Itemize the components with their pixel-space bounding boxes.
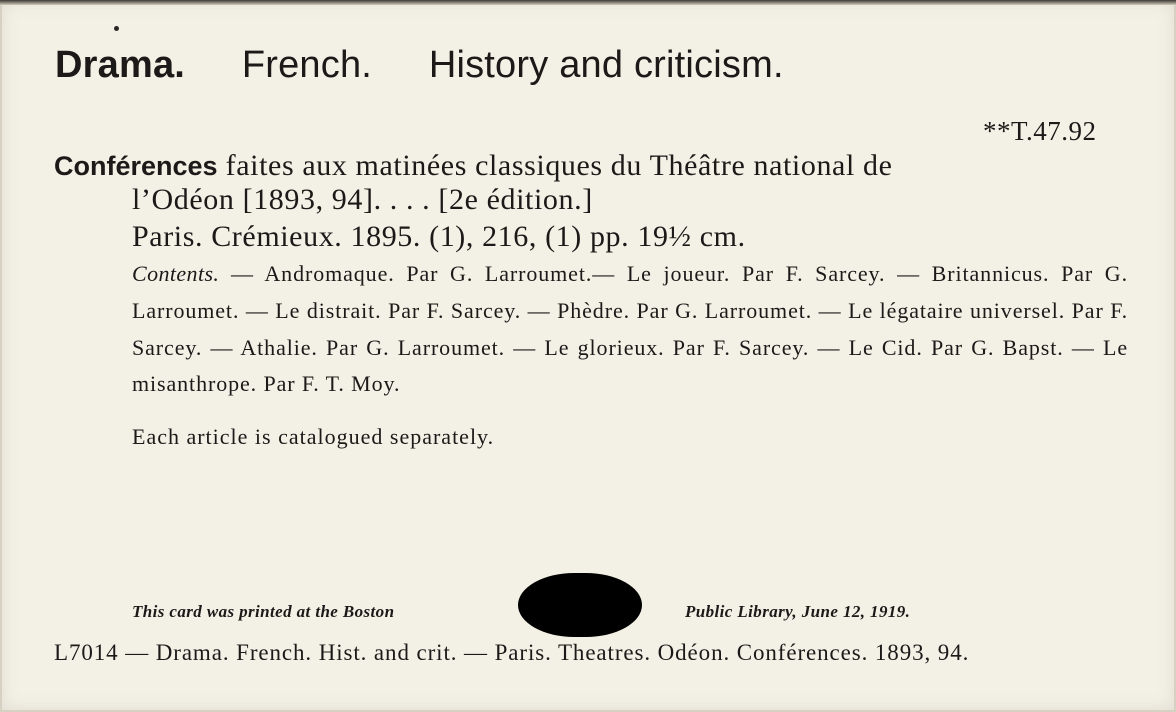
heading-subdivision-history: History and criticism. bbox=[428, 44, 784, 86]
main-entry: Conférences bbox=[54, 151, 218, 181]
contents-label: Contents. bbox=[132, 261, 220, 286]
tracing-line: L7014 — Drama. French. Hist. and crit. — Paris. Theatres. Odéon. Conférences. 1893, 94. bbox=[54, 640, 970, 665]
printer-note-left: This card was printed at the Boston bbox=[132, 602, 395, 621]
subject-heading bbox=[55, 44, 784, 87]
redaction-blot bbox=[518, 573, 642, 637]
title-line-1 bbox=[54, 149, 893, 183]
heading-subject: Drama. bbox=[55, 44, 186, 86]
call-number: **T.47.92 bbox=[983, 116, 1097, 146]
printer-note-right: Public Library, June 12, 1919. bbox=[685, 602, 911, 621]
card-top-edge bbox=[0, 0, 1176, 5]
catalogued-separately-note: Each article is catalogued separately. bbox=[132, 424, 495, 449]
heading-subdivision-french: French. bbox=[241, 44, 373, 86]
imprint-line: Paris. Crémieux. 1895. (1), 216, (1) pp. 19½ cm. bbox=[132, 220, 746, 253]
title-line-2: l’Odéon [1893, 94]. . . . [2e édition.] bbox=[132, 183, 593, 216]
ink-speck bbox=[114, 26, 119, 31]
contents-text: — Andromaque. Par G. Larroumet.— Le joueur. Par F. Sarcey. — Britannicus. Par G. Larroumet. — Le distrait. Par F. Sarcey. — Phèdre. Par G. Larroumet. — Le légataire universel. Par F. Sarcey. — Athalie. Par G. Larroumet. — Le glorieux. Par F. Sarcey. — Le Cid. Par G. Bapst. — Le misanthrope. Par F. T. Moy. bbox=[132, 261, 1128, 397]
contents-note bbox=[132, 256, 1128, 403]
title-rest: faites aux matinées classiques du Théâtre national de bbox=[217, 149, 893, 182]
